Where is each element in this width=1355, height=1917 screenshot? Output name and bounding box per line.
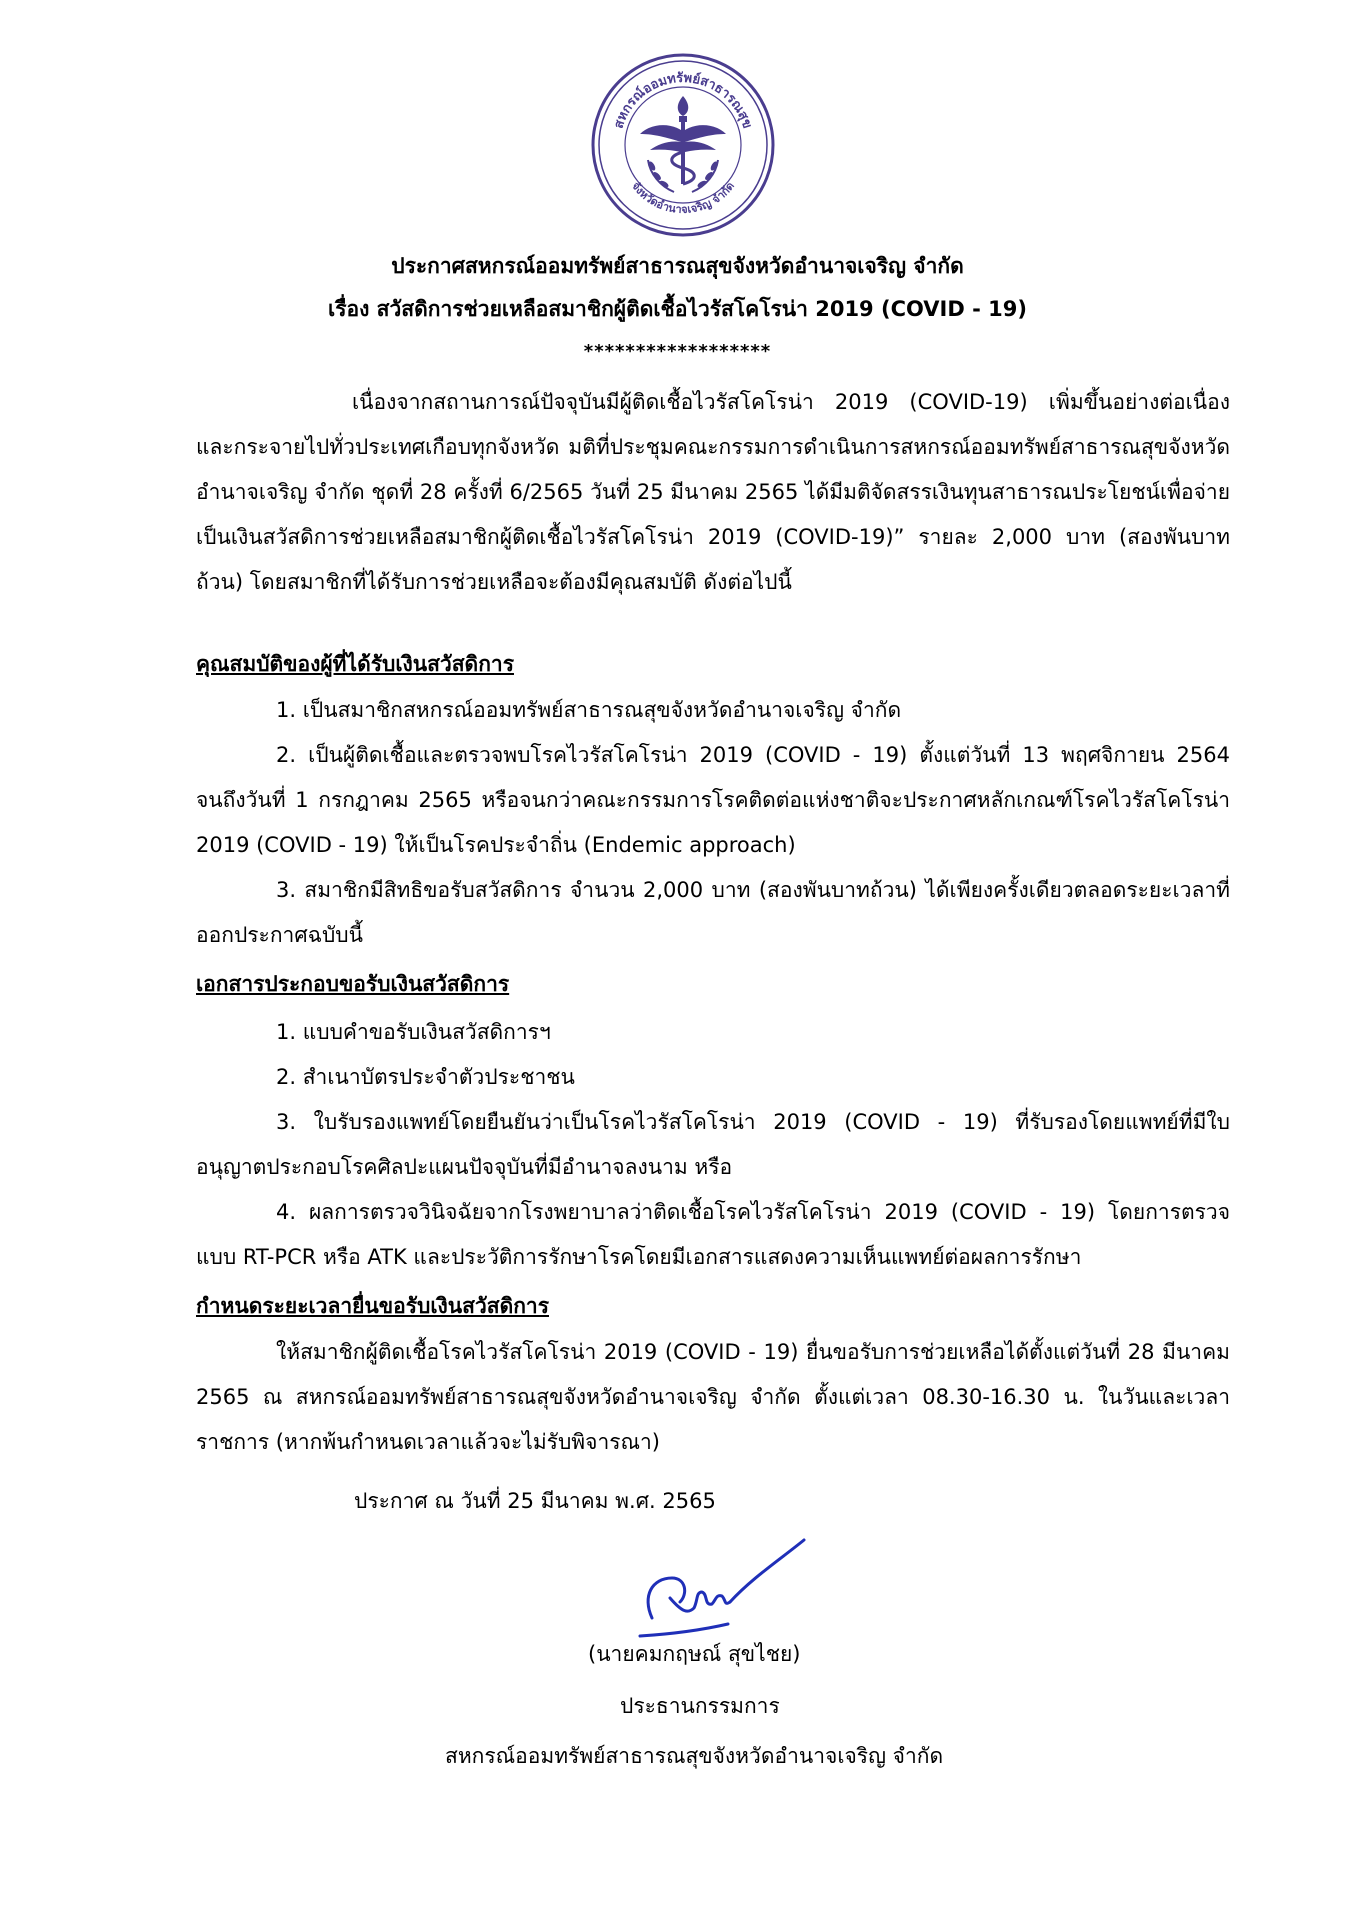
announcement-title: ประกาศสหกรณ์ออมทรัพย์สาธารณสุขจังหวัดอำนาจเจริญ จำกัด bbox=[391, 254, 964, 278]
signatory-organization: สหกรณ์ออมทรัพย์สาธารณสุขจังหวัดอำนาจเจริญ จำกัด bbox=[445, 1744, 944, 1768]
qualification-item-3: 3. สมาชิกมีสิทธิขอรับสวัสดิการ จำนวน 2,000 บาท (สองพันบาทถ้วน) ได้เพียงครั้งเดียวตลอดระยะเวลาที่ออกประกาศฉบับนี้ bbox=[196, 878, 1230, 947]
caduceus-seal-icon bbox=[640, 96, 726, 192]
deadline-paragraph: ให้สมาชิกผู้ติดเชื้อโรคไวรัสโคโรน่า 2019 (COVID - 19) ยื่นขอรับการช่วยเหลือได้ตั้งแต่วันที่ 28 มีนาคม 2565 ณ สหกรณ์ออมทรัพย์สาธารณสุขจังหวัดอำนาจเจริญ จำกัด ตั้งแต่เวลา 08.30-16.30 น. ในวันและเวลาราชการ (หากพ้นกำหนดเวลาแล้วจะไม่รับพิจารณา) bbox=[196, 1340, 1230, 1454]
handwritten-signature bbox=[632, 1538, 810, 1646]
document-item-1: 1. แบบคำขอรับเงินสวัสดิการฯ bbox=[276, 1020, 551, 1044]
signatory-position: ประธานกรรมการ bbox=[620, 1694, 780, 1718]
announcement-date: ประกาศ ณ วันที่ 25 มีนาคม พ.ศ. 2565 bbox=[354, 1489, 716, 1513]
seal-text-top: สหกรณ์ออมทรัพย์สาธารณสุข bbox=[611, 70, 755, 131]
intro-paragraph: เนื่องจากสถานการณ์ปัจจุบันมีผู้ติดเชื้อไวรัสโคโรน่า 2019 (COVID-19) เพิ่มขึ้นอย่างต่อเนื่อง และกระจายไปทั่วประเทศเกือบทุกจังหวัด มติที่ประชุมคณะกรรมการดำเนินการสหกรณ์ออมทรัพย์สาธารณสุขจังหวัดอำนาจเจริญ จำกัด ชุดที่ 28 ครั้งที่ 6/2565 วันที่ 25 มีนาคม 2565 ได้มีมติจัดสรรเงินทุนสาธารณประโยชน์เพื่อจ่ายเป็นเงินสวัสดิการช่วยเหลือสมาชิกผู้ติดเชื้อไวรัสโคโรน่า 2019 (COVID-19)” รายละ 2,000 บาท (สองพันบาทถ้วน) โดยสมาชิกที่ได้รับการช่วยเหลือจะต้องมีคุณสมบัติ ดังต่อไปนี้ bbox=[196, 390, 1230, 594]
announcement-subject: เรื่อง สวัสดิการช่วยเหลือสมาชิกผู้ติดเชื้อไวรัสโคโรน่า 2019 (COVID - 19) bbox=[328, 297, 1027, 321]
signatory-name: (นายคมกฤษณ์ สุขไชย) bbox=[588, 1642, 801, 1666]
documents-heading: เอกสารประกอบขอรับเงินสวัสดิการ bbox=[196, 972, 510, 996]
document-item-4: 4. ผลการตรวจวินิจฉัยจากโรงพยาบาลว่าติดเชื้อโรคไวรัสโคโรน่า 2019 (COVID - 19) โดยการตรวจแบบ RT-PCR หรือ ATK และประวัติการรักษาโรคโดยมีเอกสารแสดงความเห็นแพทย์ต่อผลการรักษา bbox=[196, 1200, 1230, 1269]
document-item-3: 3. ใบรับรองแพทย์โดยยืนยันว่าเป็นโรคไวรัสโคโรน่า 2019 (COVID - 19) ที่รับรองโดยแพทย์ที่มีใบอนุญาตประกอบโรคศิลปะแผนปัจจุบันที่มีอำนาจลงนาม หรือ bbox=[196, 1110, 1230, 1179]
qualification-item-1: 1. เป็นสมาชิกสหกรณ์ออมทรัพย์สาธารณสุขจังหวัดอำนาจเจริญ จำกัด bbox=[276, 698, 902, 722]
cooperative-seal-logo bbox=[590, 52, 776, 238]
seal-text-bottom: จังหวัดอำนาจเจริญ จำกัด bbox=[629, 179, 737, 216]
deadline-heading: กำหนดระยะเวลายื่นขอรับเงินสวัสดิการ bbox=[196, 1294, 549, 1318]
separator-stars: ****************** bbox=[583, 341, 772, 362]
document-item-2: 2. สำเนาบัตรประจำตัวประชาชน bbox=[276, 1065, 575, 1089]
qualifications-heading: คุณสมบัติของผู้ที่ได้รับเงินสวัสดิการ bbox=[196, 652, 514, 676]
qualification-item-2: 2. เป็นผู้ติดเชื้อและตรวจพบโรคไวรัสโคโรน่า 2019 (COVID - 19) ตั้งแต่วันที่ 13 พฤศจิกายน 2564 จนถึงวันที่ 1 กรกฎาคม 2565 หรือจนกว่าคณะกรรมการโรคติดต่อแห่งชาติจะประกาศหลักเกณฑ์โรคไวรัสโคโรน่า 2019 (COVID - 19) ให้เป็นโรคประจำถิ่น (Endemic approach) bbox=[196, 743, 1230, 857]
